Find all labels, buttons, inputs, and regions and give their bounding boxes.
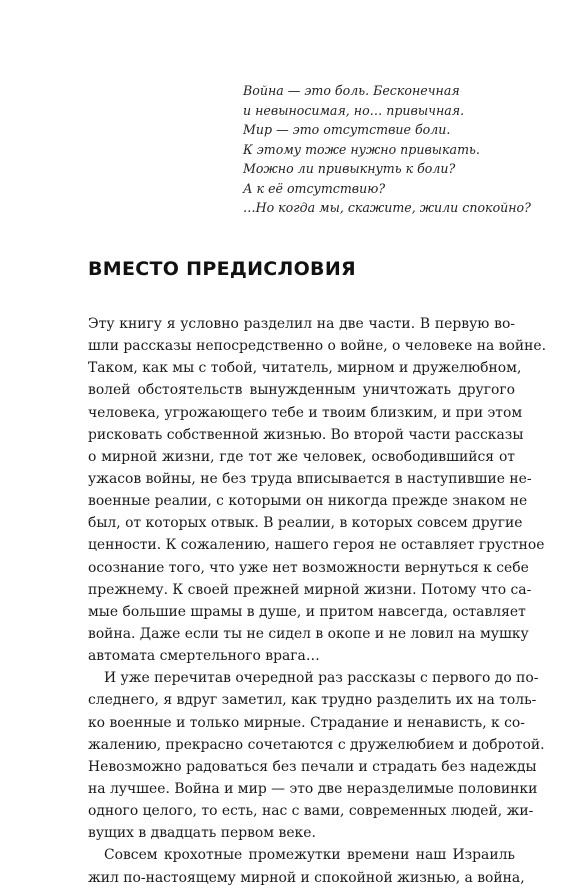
epigraph-line: Война — это боль. Бесконечная — [243, 83, 460, 98]
body-line: прежнему. К своей прежней мирной жизни. Потому что са- — [88, 581, 532, 598]
epigraph-line: Можно ли привыкнуть к боли? — [243, 161, 456, 176]
body-line: шли рассказы непосредственно о войне, о человеке на войне. — [88, 338, 547, 355]
body-line: Таком, как мы с тобой, читатель, мирном и дружелюбном, — [88, 360, 522, 377]
section-heading: ВМЕСТО ПРЕДИСЛОВИЯ — [88, 258, 356, 280]
epigraph-line: К этому тоже нужно привыкать. — [243, 141, 480, 157]
body-line: о мирной жизни, где тот же человек, освободившийся от — [88, 448, 515, 465]
body-line: волей обстоятельств вынужденным уничтожать другого — [88, 382, 515, 399]
body-line: война. Даже если ты не сидел в окопе и не ловил на мушку — [88, 625, 529, 642]
epigraph — [243, 81, 563, 218]
body-line: ценности. К сожалению, нашего героя не оставляет грустное — [88, 537, 545, 554]
body-line: жалению, прекрасно сочетаются с дружелюбием и добротой. — [88, 736, 545, 753]
epigraph-line: А к её отсутствию? — [243, 180, 386, 196]
body-line: вущих в двадцать первом веке. — [88, 825, 316, 842]
body-line: был, от которых отвык. В реалии, в которых совсем другие — [88, 515, 523, 532]
body-line: ко военные и только мирные. Страдание и ненависть, к со- — [88, 714, 525, 731]
body-line: И уже перечитав очередной раз рассказы с первого до по- — [104, 670, 539, 687]
body-line: рисковать собственной жизнью. Во второй части рассказы — [88, 426, 524, 443]
epigraph-line: Мир — это отсутствие боли. — [243, 122, 451, 137]
body-line: Совсем крохотные промежутки времени наш Израиль — [104, 847, 515, 864]
body-text — [88, 313, 547, 889]
body-line: жил по-настоящему мирной и спокойной жизнью, а война, — [88, 869, 525, 886]
body-line: осознание того, что уже нет возможности вернуться к себе — [88, 559, 529, 576]
body-line: военные реалии, с которыми он никогда прежде знаком не — [88, 493, 528, 510]
epigraph-line: и невыносимая, но… привычная. — [243, 102, 465, 118]
body-line: мые большие шрамы в душе, и притом навсегда, оставляет — [88, 603, 526, 620]
body-line: Эту книгу я условно разделил на две части. В первую во- — [88, 316, 515, 332]
body-line: человека, угрожающего тебе и твоим близким, и при этом — [88, 404, 523, 421]
epigraph-line: …Но когда мы, скажите, жили спокойно? — [243, 200, 531, 215]
body-line: одного целого, то есть, нас с вами, современных людей, жи- — [88, 803, 534, 820]
body-line: следнего, я вдруг заметил, как трудно разделить их на толь- — [88, 692, 537, 709]
body-line: Невозможно радоваться без печали и страдать без надежды — [88, 758, 537, 775]
body-line: на лучшее. Война и мир — это две неразделимые половинки — [88, 780, 538, 797]
body-line: автомата смертельного врага… — [88, 648, 320, 665]
body-line: ужасов войны, не без труда вписывается в наступившие не- — [88, 470, 532, 487]
